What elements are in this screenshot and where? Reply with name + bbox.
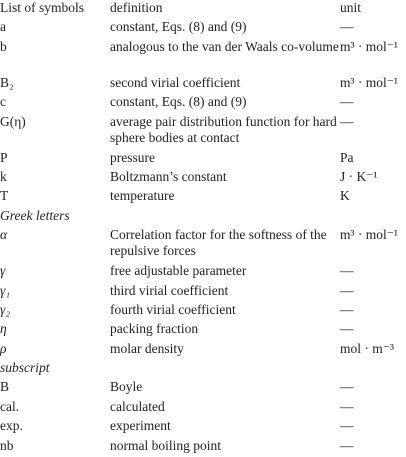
- table-row: [0, 321, 406, 340]
- section-title-subscript: subscript: [0, 360, 50, 376]
- symbol-cell: exp.: [0, 418, 23, 434]
- symbol-cell: η: [0, 321, 7, 337]
- symbol-cell: α: [0, 227, 8, 243]
- section-title-greek: Greek letters: [0, 207, 70, 223]
- symbol-cell: γ₁: [0, 282, 11, 298]
- table-row: [0, 341, 406, 360]
- definition-cell: Boyle: [110, 379, 143, 395]
- definition-cell: molar density: [110, 340, 184, 356]
- definition-cell: fourth virial coefficient: [110, 301, 236, 317]
- definition-cell: Correlation factor for the softness of the repulsive forces: [110, 227, 327, 259]
- unit-cell: —: [340, 379, 354, 395]
- table-row: [0, 150, 406, 169]
- definition-cell: third virial coefficient: [110, 282, 229, 298]
- definition-cell: average pair distribution function for hard sphere bodies at contact: [110, 113, 337, 145]
- unit-cell: m³ · mol⁻¹: [340, 74, 398, 90]
- definition-cell: packing fraction: [110, 321, 199, 337]
- unit-cell: —: [340, 263, 354, 279]
- table-row: [0, 227, 406, 263]
- symbol-cell: T: [0, 188, 9, 204]
- definition-cell: Boltzmann’s constant: [110, 168, 227, 184]
- table-header-row: [0, 0, 406, 19]
- table-row: [0, 283, 406, 302]
- unit-cell: Pa: [340, 149, 354, 165]
- definition-cell: temperature: [110, 188, 175, 204]
- table-row: [0, 379, 406, 398]
- table-row: [0, 188, 406, 207]
- definition-cell: analogous to the van der Waals co-volume: [110, 38, 339, 54]
- unit-cell: —: [340, 321, 354, 337]
- unit-cell: —: [340, 94, 354, 110]
- unit-cell: mol · m⁻³: [340, 340, 394, 356]
- table-row: [0, 169, 406, 188]
- header-unit: unit: [340, 0, 362, 15]
- unit-cell: —: [340, 113, 354, 129]
- unit-cell: J · K⁻¹: [340, 168, 378, 184]
- unit-cell: K: [340, 188, 350, 204]
- unit-cell: —: [340, 418, 354, 434]
- unit-cell: —: [340, 19, 354, 35]
- unit-cell: m³ · mol⁻¹: [340, 227, 398, 243]
- symbol-cell: k: [0, 168, 7, 184]
- unit-cell: —: [340, 437, 354, 453]
- definition-cell: pressure: [110, 149, 155, 165]
- table-row: [0, 19, 406, 38]
- definition-cell: normal boiling point: [110, 437, 221, 453]
- definition-cell: calculated: [110, 398, 165, 414]
- header-symbols: List of symbols: [0, 0, 85, 15]
- unit-cell: —: [340, 282, 354, 298]
- symbol-cell: γ₂: [0, 301, 11, 317]
- table-row: [0, 399, 406, 418]
- definition-cell: free adjustable parameter: [110, 263, 247, 279]
- table-row: [0, 75, 406, 94]
- definition-cell: constant, Eqs. (8) and (9): [110, 19, 247, 35]
- definition-cell: second virial coefficient: [110, 74, 241, 90]
- symbol-cell: cal.: [0, 398, 20, 414]
- table-row: [0, 302, 406, 321]
- symbol-cell: b: [0, 38, 7, 54]
- table-row: [0, 263, 406, 282]
- section-row-subscript: [0, 360, 406, 379]
- symbol-cell: B: [0, 379, 10, 395]
- section-row-greek: [0, 208, 406, 227]
- table-row: [0, 418, 406, 437]
- symbol-cell: B₂: [0, 74, 14, 90]
- symbol-cell: nb: [0, 437, 14, 453]
- symbol-cell: G(η): [0, 113, 26, 129]
- unit-cell: —: [340, 301, 354, 317]
- table-row: [0, 39, 406, 75]
- unit-cell: —: [340, 398, 354, 414]
- symbol-cell: P: [0, 149, 8, 165]
- unit-cell: m³ · mol⁻¹: [340, 38, 398, 54]
- table-row: [0, 114, 406, 150]
- symbol-cell: a: [0, 19, 6, 35]
- symbol-cell: ρ: [0, 340, 7, 356]
- table-row: [0, 438, 406, 457]
- definition-cell: experiment: [110, 418, 171, 434]
- symbol-cell: γ: [0, 263, 6, 279]
- symbol-cell: c: [0, 94, 6, 110]
- table-row: [0, 94, 406, 113]
- definition-cell: constant, Eqs. (8) and (9): [110, 94, 247, 110]
- header-definition: definition: [110, 0, 163, 15]
